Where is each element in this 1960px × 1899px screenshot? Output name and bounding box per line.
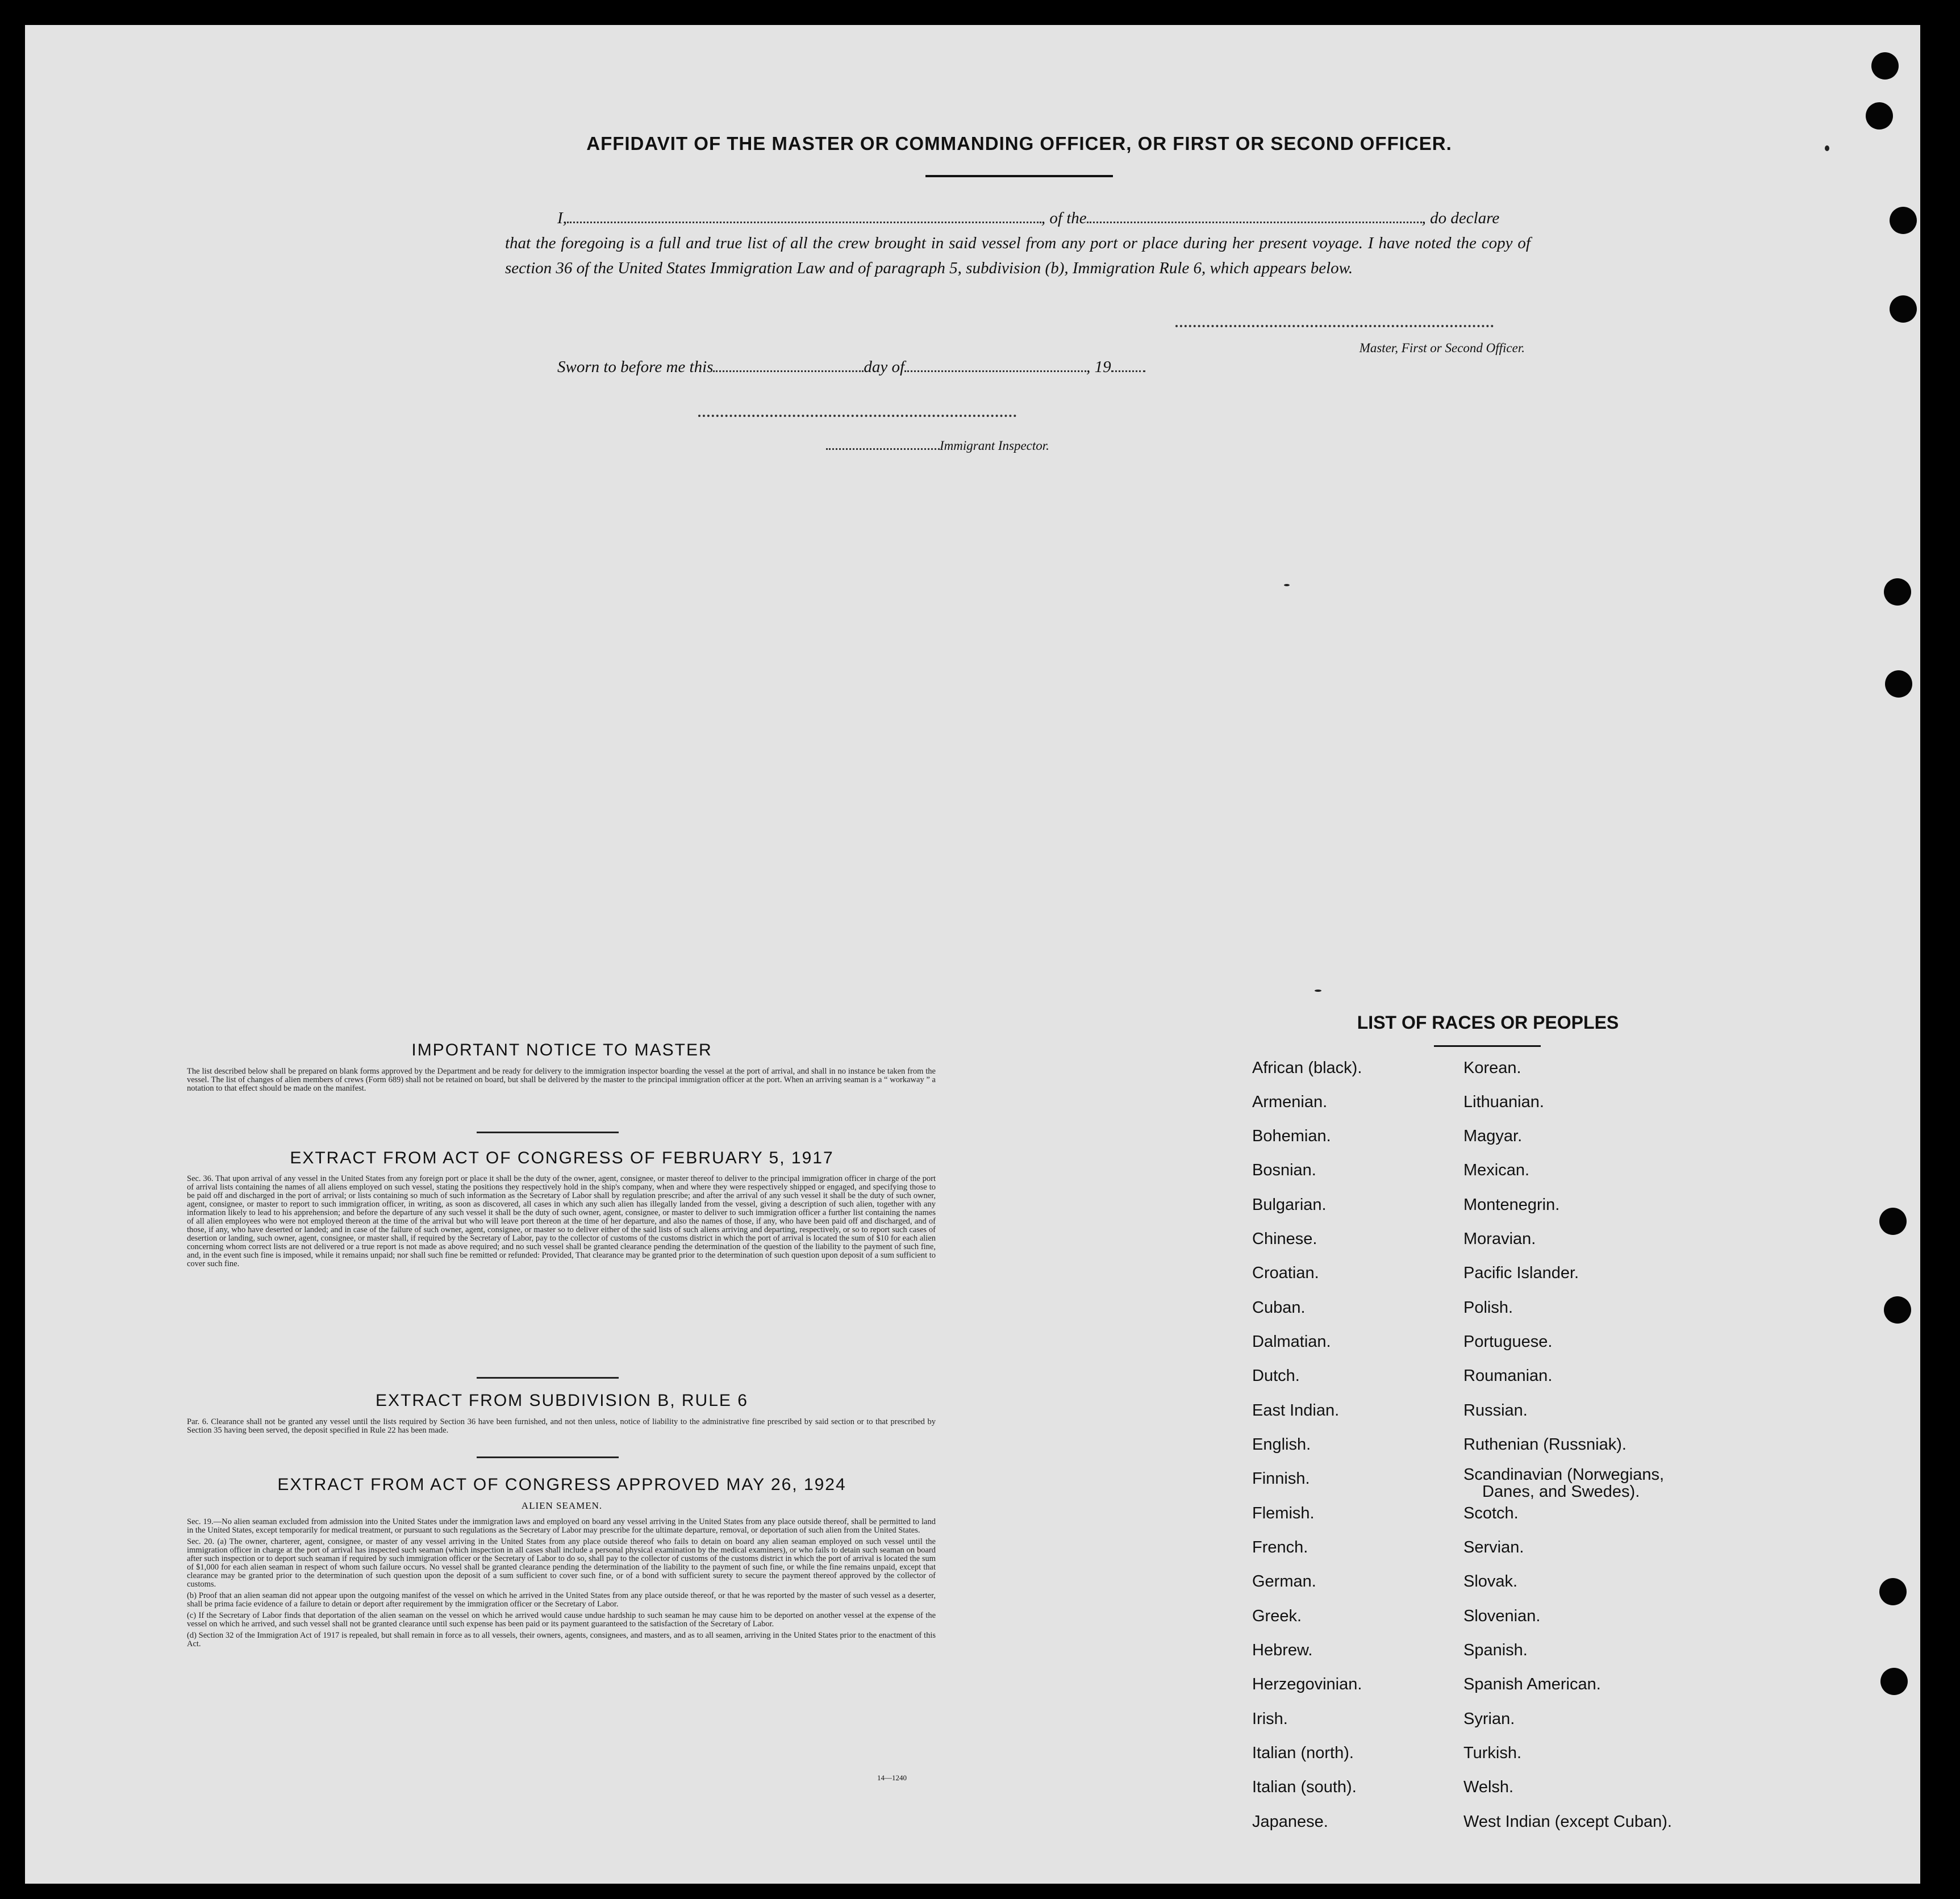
race-left: Hebrew. [1252,1641,1313,1659]
declaration-text: that the foregoing is a full and true list of all the crew brought in said vessel from any port or place during her present voyage. I have noted the copy of section 36 of the United States Immigration Law and of paragraph 5, subdivision (b), Immigration Rule 6, which appears below. [505,234,1531,277]
race-left: Croatian. [1252,1264,1319,1282]
punch-hole [1884,1296,1911,1324]
divider [477,1377,619,1379]
divider [477,1132,619,1133]
race-right: Lithuanian. [1463,1093,1544,1111]
punch-hole [1890,207,1917,234]
race-right: Scotch. [1463,1504,1519,1522]
inspector-caption [826,439,1110,453]
race-right: Turkish. [1463,1744,1522,1762]
race-right: Spanish. [1463,1641,1528,1659]
punch-hole [1880,1668,1908,1695]
race-left: Finnish. [1252,1470,1310,1488]
sworn-line [557,358,1239,377]
race-left: Dutch. [1252,1367,1300,1385]
race-right: Korean. [1463,1059,1521,1077]
punch-hole [1890,295,1917,323]
affidavit-title: AFFIDAVIT OF THE MASTER OR COMMANDING OFFICER, OR FIRST OR SECOND OFFICER. [586,133,1452,154]
form-number: 14—1240 [877,1773,907,1782]
race-right: Mexican. [1463,1161,1530,1179]
race-right: Magyar. [1463,1127,1523,1145]
punch-hole [1866,102,1893,130]
paragraph: (c) If the Secretary of Labor finds that deportation of the alien seaman on the vessel on which he arrived would cause undue hardship to such seaman he may cause him to be deported on another vessel at the expense of the vessel on which he arrived, and such vessel shall not be granted clearance until such expense has been paid or its payment guaranteed to the satisfaction of the Secretary of Labor. [187,1611,936,1629]
race-right: Servian. [1463,1538,1524,1556]
race-left: Cuban. [1252,1299,1306,1317]
extract-rule6-text: Par. 6. Clearance shall not be granted any vessel until the lists required by Section 36 have been furnished, and not then unless, notice of liability to the administrative fine prescribed by said section or to that prescribed by Section 35 having been served, the deposit specified in Rule 22 has been made. [187,1417,936,1435]
declaration-i: I, [557,209,567,227]
race-right: Portuguese. [1463,1333,1553,1351]
paragraph: (d) Section 32 of the Immigration Act of 1917 is repealed, but shall remain in force as to all vessels, their owners, agents, consignees, and masters, and as to all seamen, arriving in the United States prior to the enactment of this Act. [187,1631,936,1648]
notice-text: The list described below shall be prepared on blank forms approved by the Department and be ready for delivery to the immigration inspector boarding the vessel at the port of arrival, and shall in no instance be taken from the vessel. The list of changes of alien members of crews (Form 689) shall not be retained on board, but shall be delivered by the master to the principal immigration officer at the port. When an arriving seaman is a “ workaway ” a notation to that effect should be made on the manifest. [187,1067,936,1093]
extract-1924-subheading: ALIEN SEAMEN. [521,1500,603,1511]
race-right: Slovenian. [1463,1607,1541,1625]
sworn-day-of: day of [864,358,905,376]
race-left: Italian (south). [1252,1778,1357,1796]
extract-rule6-heading: EXTRACT FROM SUBDIVISION B, RULE 6 [376,1391,748,1410]
speck [1284,584,1290,586]
paragraph: (b) Proof that an alien seaman did not appear upon the outgoing manifest of the vessel on which he arrived in the United States from any place outside thereof, or that he was reported by the master of such vessel as a deserter, shall be prima facie evidence of a failure to detain or deport after requirement by the immigration officer or the Secretary of Labor. [187,1591,936,1609]
race-left: Bosnian. [1252,1161,1316,1179]
paragraph: Sec. 19.—No alien seaman excluded from admission into the United States under the immigration laws and employed on board any vessel arriving in the United States from any place outside thereof, shall be permitted to land in the United States, except temporarily for medical treatment, or pursuant to such regulations as the Secretary of Labor may prescribe for the ultimate departure, removal, or deportation of such alien from the United States. [187,1517,936,1535]
races-underline [1434,1045,1541,1047]
year-blank[interactable] [1111,362,1145,372]
title-underline [925,175,1113,177]
speck [1315,990,1321,992]
race-left: Italian (north). [1252,1744,1354,1762]
extract-1924-heading: EXTRACT FROM ACT OF CONGRESS APPROVED MAY 26, 1924 [277,1475,846,1494]
divider [477,1456,619,1458]
race-right: Polish. [1463,1299,1513,1317]
punch-hole [1879,1208,1907,1235]
speck [1825,145,1829,151]
name-blank[interactable] [567,213,1041,223]
month-blank[interactable] [904,362,1086,372]
race-right: Syrian. [1463,1710,1515,1728]
declaration-end: , do declare [1421,209,1500,227]
race-left: Bohemian. [1252,1127,1331,1145]
race-left: German. [1252,1572,1316,1591]
race-right: Slovak. [1463,1572,1518,1591]
race-right-continuation: Danes, and Swedes). [1482,1483,1640,1501]
declaration-of-the: , of the [1041,209,1087,227]
extract-1917-heading: EXTRACT FROM ACT OF CONGRESS OF FEBRUARY 5, 1917 [290,1149,834,1167]
race-left: Greek. [1252,1607,1302,1625]
inspector-caption-text: Immigrant Inspector. [940,439,1049,453]
race-right: Pacific Islander. [1463,1264,1579,1282]
document-page [25,25,1920,1884]
race-right: Montenegrin. [1463,1196,1560,1214]
extract-1924-text [187,1518,936,1651]
race-left: Bulgarian. [1252,1196,1327,1214]
master-signature-caption: Master, First or Second Officer. [1359,341,1525,355]
race-left: Chinese. [1252,1230,1317,1248]
inspector-signature-line[interactable] [698,415,1016,417]
race-left: Dalmatian. [1252,1333,1331,1351]
race-right: West Indian (except Cuban). [1463,1813,1672,1831]
day-blank[interactable] [713,362,864,372]
race-left: African (black). [1252,1059,1362,1077]
master-signature-line[interactable] [1175,325,1494,327]
race-left: Armenian. [1252,1093,1328,1111]
paragraph: Sec. 20. (a) The owner, charterer, agent, consignee, or master of any vessel arriving in the United States from any place outside thereof who fails to detain on board any alien seaman employed on such vessel until the immigration officer in charge at the port of arrival has inspected such seaman (which inspection in all cases shall include a personal physical examination by the medical examiners), or who fails to detain such seaman on board after such inspection or to deport such seaman if required by such immigration officer or the Secretary of Labor to do so, shall pay to the collector of customs of the customs district in which the port of arrival is located the sum of $1,000 for each alien seaman in respect of whom such failure occurs. No vessel shall be granted clearance pending the determination of the liability to the payment of such fine, or while the fine remains unpaid, except that clearance may be granted prior to the determination of such question upon the deposit of a sum sufficient to cover such fine, or of a bond with sufficient surety to secure the payment thereof approved by the collector of customs. [187,1537,936,1589]
vessel-blank[interactable] [1087,213,1422,223]
race-right: Scandinavian (Norwegians, [1463,1466,1665,1484]
sworn-text: Sworn to before me this [557,358,714,376]
notice-heading: IMPORTANT NOTICE TO MASTER [411,1041,712,1059]
punch-hole [1885,670,1912,698]
sworn-year: , 19 [1086,358,1111,376]
inspector-dots [826,442,940,450]
race-right: Roumanian. [1463,1367,1553,1385]
race-left: English. [1252,1435,1311,1454]
race-left: Flemish. [1252,1504,1315,1522]
race-left: French. [1252,1538,1308,1556]
race-left: Japanese. [1252,1813,1328,1831]
affidavit-declaration [505,206,1531,281]
race-right: Moravian. [1463,1230,1536,1248]
punch-hole [1884,578,1911,606]
race-right: Russian. [1463,1401,1528,1420]
punch-hole [1879,1578,1907,1605]
punch-hole [1871,52,1899,80]
races-heading: LIST OF RACES OR PEOPLES [1357,1012,1619,1033]
race-left: Herzegovinian. [1252,1675,1362,1693]
race-left: Irish. [1252,1710,1288,1728]
race-left: East Indian. [1252,1401,1340,1420]
race-right: Spanish American. [1463,1675,1601,1693]
race-right: Ruthenian (Russniak). [1463,1435,1627,1454]
race-right: Welsh. [1463,1778,1514,1796]
extract-1917-text: Sec. 36. That upon arrival of any vessel in the United States from any foreign port or place it shall be the duty of the owner, agent, consignee, or master thereof to deliver to the principal immigration officer in charge of the port of arrival lists containing the names of all aliens employed on such vessel, stating the positions they respectively hold in the ship's company, when and where they were respectively shipped or engaged, and specifying those to be paid off and discharged in the port of arrival; or lists containing so much of such information as the Secretary of Labor shall by regulation prescribe; and after the arrival of any such vessel it shall be the duty of such owner, agent, consignee, or master to report to such immigration officer, in writing, as soon as discovered, all cases in which any such alien has illegally landed from the vessel, giving a description of such alien, together with any information likely to lead to his apprehension; and before the departure of any such vessel it shall be the duty of such owner, agent, consignee, or master to deliver to such immigration officer a further list containing the names of all alien employees who were not employed thereon at the time of the arrival but who will leave port thereon at the time of her departure, and also the names of those, if any, who have been paid off and discharged, and of those, if any, who have deserted or landed; and in case of the failure of such owner, agent, consignee, or master so to deliver either of the said lists of such aliens arriving and departing, respectively, or so to report such cases of desertion or landing, such owner, agent, consignee, or master shall, if required by the Secretary of Labor, pay to the collector of customs of the customs district in which the port of arrival is located the sum of $10 for each alien concerning whom correct lists are not delivered or a true report is not made as above required; and no such vessel shall be granted clearance pending the determination of the question of the liability to the payment of such fine, and, in the event such fine is imposed, while it remains unpaid; nor shall such fine be remitted or refunded: Provided, That clearance may be granted prior to the determination of such question upon deposit of a sum sufficient to cover such fine. [187,1174,936,1268]
